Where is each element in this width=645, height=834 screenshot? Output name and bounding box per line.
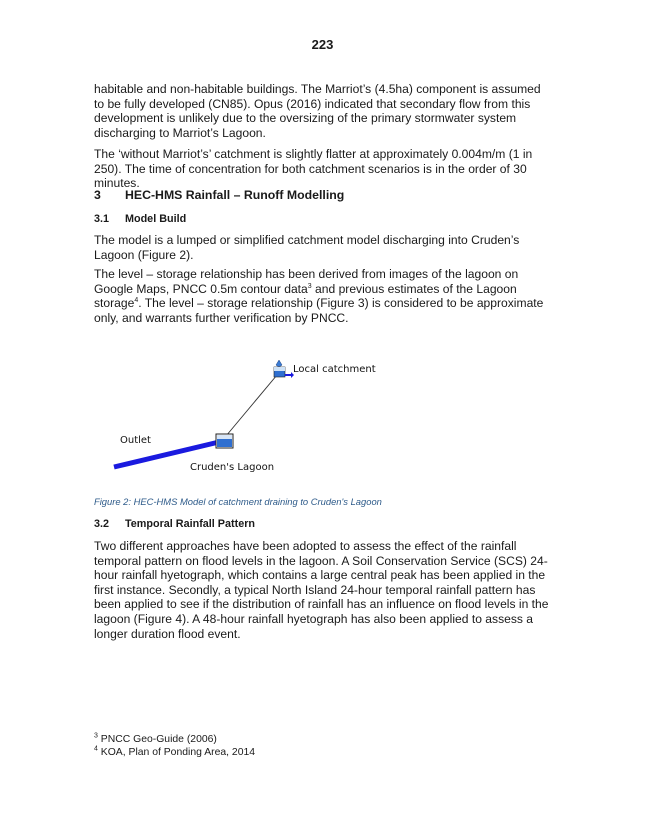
section-number: 3.1 — [94, 213, 110, 225]
section-title: Temporal Rainfall Pattern — [125, 518, 255, 530]
footnote-text: PNCC Geo-Guide (2006) — [97, 734, 217, 745]
paragraph-level-storage — [94, 267, 554, 325]
section-number: 3.2 — [94, 518, 110, 530]
paragraph-model-description: The model is a lumped or simplified catchment model discharging into Cruden’s Lagoon (Figure 2). — [94, 233, 520, 262]
footnote-mark: 4 — [94, 745, 98, 753]
footnote-3 — [94, 734, 255, 747]
outlet-label: Outlet — [120, 435, 151, 446]
paragraph-temporal-pattern: Two different approaches have been adopted to assess the effect of the rainfall temporal pattern on flood levels in the lagoon. A Soil Conservation Service (SCS) 24-hour rainfall hyetograph, which contains a large central peak has been applied in the first instance. Secondly, a typical North Island 24-hour temporal rainfall pattern has been applied to see if the distribution of rainfall has an influence on flood levels in the lagoon (Figure 4). A 48-hour rainfall hyetograph has also been applied to assess a longer duration flood event. — [94, 539, 549, 641]
paragraph-marriots-development: habitable and non-habitable buildings. The Marriot’s (4.5ha) component is assumed to be fully developed (CN85). Opus (2016) indicated that secondary flow from this development is unlikely due to the oversizing of the primary stormwater system discharging to Marriot’s Lagoon. — [94, 82, 541, 140]
section-3-heading — [94, 188, 344, 202]
hec-hms-diagram — [94, 350, 394, 480]
footnotes — [94, 734, 255, 759]
section-number: 3 — [94, 188, 101, 202]
local-catchment-label: Local catchment — [293, 364, 376, 375]
figure-caption: Figure 2: HEC-HMS Model of catchment draining to Cruden's Lagoon — [94, 496, 382, 507]
section-3-2-heading — [94, 518, 255, 530]
footnote-mark: 3 — [94, 732, 98, 740]
lagoon-label: Cruden's Lagoon — [190, 462, 275, 473]
footnote-4 — [94, 747, 255, 760]
paragraph-without-marriots: The ‘without Marriot’s’ catchment is slightly flatter at approximately 0.004m/m (1 in 250). The time of concentration for both catchment scenarios is in the order of 30 minutes. — [94, 147, 533, 191]
section-3-1-heading — [94, 213, 186, 225]
footnote-ref-3: 3 — [307, 282, 312, 290]
page-number: 223 — [311, 37, 334, 52]
catchment-link-line — [226, 375, 277, 436]
section-title: Model Build — [125, 213, 187, 225]
footnote-text: KOA, Plan of Ponding Area, 2014 — [97, 746, 256, 758]
subbasin-icon — [274, 360, 294, 378]
footnote-ref-4: 4 — [134, 297, 139, 305]
reservoir-icon — [216, 434, 233, 448]
text-run: The level – storage relationship has been derived from images of the lagoon on Google Maps, PNCC 0.5m contour data — [94, 267, 519, 296]
section-title: HEC-HMS Rainfall – Runoff Modelling — [125, 188, 345, 202]
text-run: and previous estimates of the Lagoon storage — [94, 281, 517, 311]
text-run: . The level – storage relationship (Figure 3) is considered to be approximate only, and warrants further verification by PNCC. — [94, 296, 544, 325]
